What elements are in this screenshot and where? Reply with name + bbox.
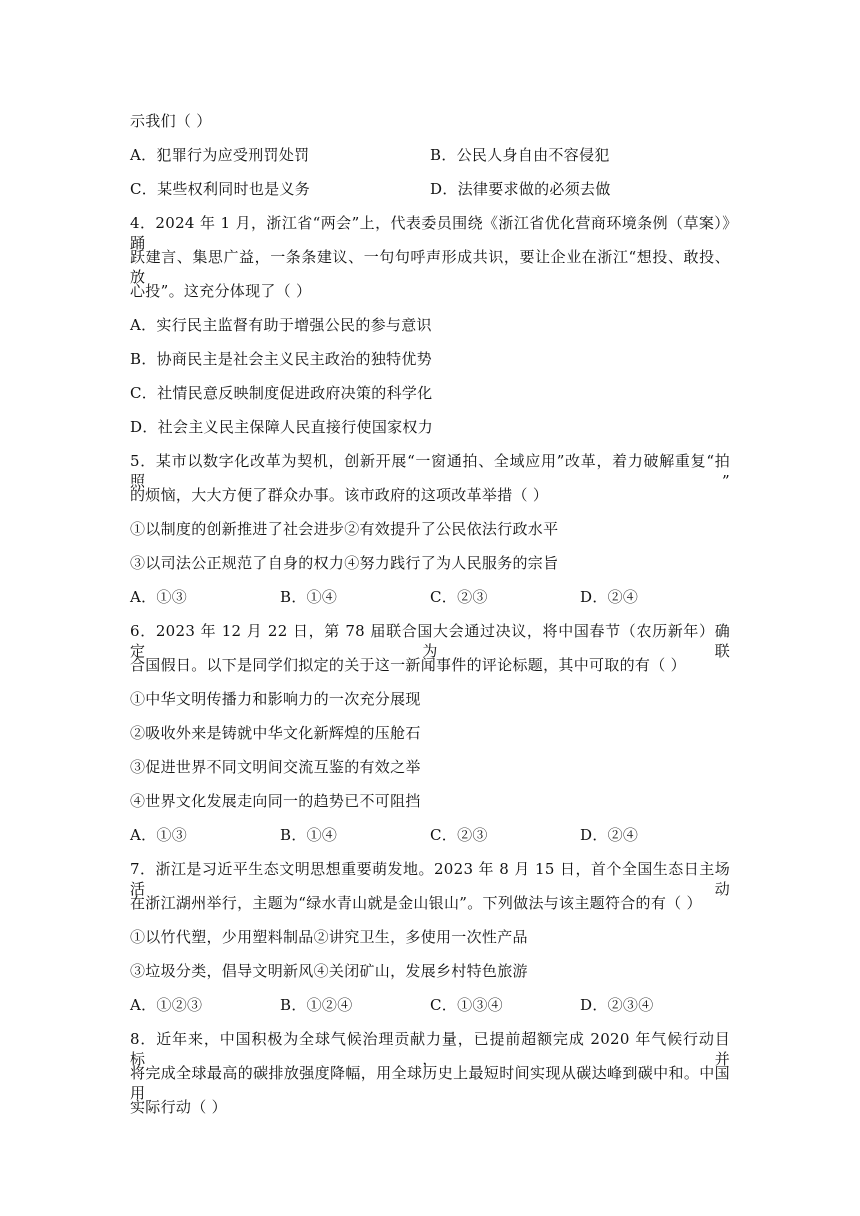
q4-option-a: A．实行民主监督有助于增强公民的参与意识 xyxy=(130,316,432,334)
q3-option-c: C．某些权利同时也是义务 xyxy=(130,180,311,198)
q7-choice-c: C．①③④ xyxy=(430,996,503,1014)
q7-choice-d: D．②③④ xyxy=(580,996,654,1014)
q8-stem-line-1: 8．近年来，中国积极为全球气候治理贡献力量，已提前超额完成 2020 年气候行动目标，并 xyxy=(130,1030,730,1068)
q7-statement-1: ①以竹代塑，少用塑料制品②讲究卫生，多使用一次性产品 xyxy=(130,928,528,946)
q5-stem-line-1: 5．某市以数字化改革为契机，创新开展“一窗通拍、全域应用”改革，着力破解重复“拍照” xyxy=(130,452,730,490)
q7-stem-line-2: 在浙江湖州举行，主题为“绿水青山就是金山银山”。下列做法与该主题符合的有（ ） xyxy=(130,894,702,912)
q6-statement-1: ①中华文明传播力和影响力的一次充分展现 xyxy=(130,690,421,708)
q4-stem-line-1: 4．2024 年 1 月，浙江省“两会”上，代表委员围绕《浙江省优化营商环境条例（草案）》踊 xyxy=(130,214,730,252)
q7-stem-line-1: 7．浙江是习近平生态文明思想重要萌发地。2023 年 8 月 15 日，首个全国生态日主场活动 xyxy=(130,860,730,898)
q5-choice-d: D．②④ xyxy=(580,588,639,606)
q6-choice-d: D．②④ xyxy=(580,826,639,844)
q4-option-c: C．社情民意反映制度促进政府决策的科学化 xyxy=(130,384,433,402)
q5-choice-b: B．①④ xyxy=(280,588,338,606)
q6-choice-a: A．①③ xyxy=(130,826,188,844)
q6-statement-2: ②吸收外来是铸就中华文化新辉煌的压舱石 xyxy=(130,724,421,742)
q6-choice-c: C．②③ xyxy=(430,826,488,844)
q6-stem-line-1: 6．2023 年 12 月 22 日，第 78 届联合国大会通过决议，将中国春节（农历新年）确定为联 xyxy=(130,622,730,660)
q6-statement-4: ④世界文化发展走向同一的趋势已不可阻挡 xyxy=(130,792,421,810)
q7-statement-2: ③垃圾分类，倡导文明新风④关闭矿山，发展乡村特色旅游 xyxy=(130,962,528,980)
q3-stem-tail: 示我们（ ） xyxy=(130,112,212,130)
q5-statement-2: ③以司法公正规范了自身的权力④努力践行了为人民服务的宗旨 xyxy=(130,554,559,572)
q7-choice-a: A．①②③ xyxy=(130,996,203,1014)
q5-stem-line-2: 的烦恼，大大方便了群众办事。该市政府的这项改革举措（ ） xyxy=(130,486,549,504)
q3-option-a: A．犯罪行为应受刑罚处罚 xyxy=(130,146,310,164)
q8-stem-line-2: 将完成全球最高的碳排放强度降幅，用全球历史上最短时间实现从碳达峰到碳中和。中国用 xyxy=(130,1064,730,1102)
q4-stem-line-2: 跃建言、集思广益，一条条建议、一句句呼声形成共识，要让企业在浙江“想投、敢投、放 xyxy=(130,248,730,286)
q4-option-b: B．协商民主是社会主义民主政治的独特优势 xyxy=(130,350,433,368)
q4-option-d: D．社会主义民主保障人民直接行使国家权力 xyxy=(130,418,434,436)
q6-stem-line-2: 合国假日。以下是同学们拟定的关于这一新闻事件的评论标题，其中可取的有（ ） xyxy=(130,656,686,674)
q7-choice-b: B．①②④ xyxy=(280,996,353,1014)
q6-statement-3: ③促进世界不同文明间交流互鉴的有效之举 xyxy=(130,758,421,776)
q5-statement-1: ①以制度的创新推进了社会进步②有效提升了公民依法行政水平 xyxy=(130,520,559,538)
q6-choice-b: B．①④ xyxy=(280,826,338,844)
q5-choice-a: A．①③ xyxy=(130,588,188,606)
q3-option-b: B．公民人身自由不容侵犯 xyxy=(430,146,610,164)
q5-choice-c: C．②③ xyxy=(430,588,488,606)
q4-stem-line-3: 心投”。这充分体现了（ ） xyxy=(130,282,312,300)
q8-stem-line-3: 实际行动（ ） xyxy=(130,1098,227,1116)
q3-option-d: D．法律要求做的必须去做 xyxy=(430,180,611,198)
